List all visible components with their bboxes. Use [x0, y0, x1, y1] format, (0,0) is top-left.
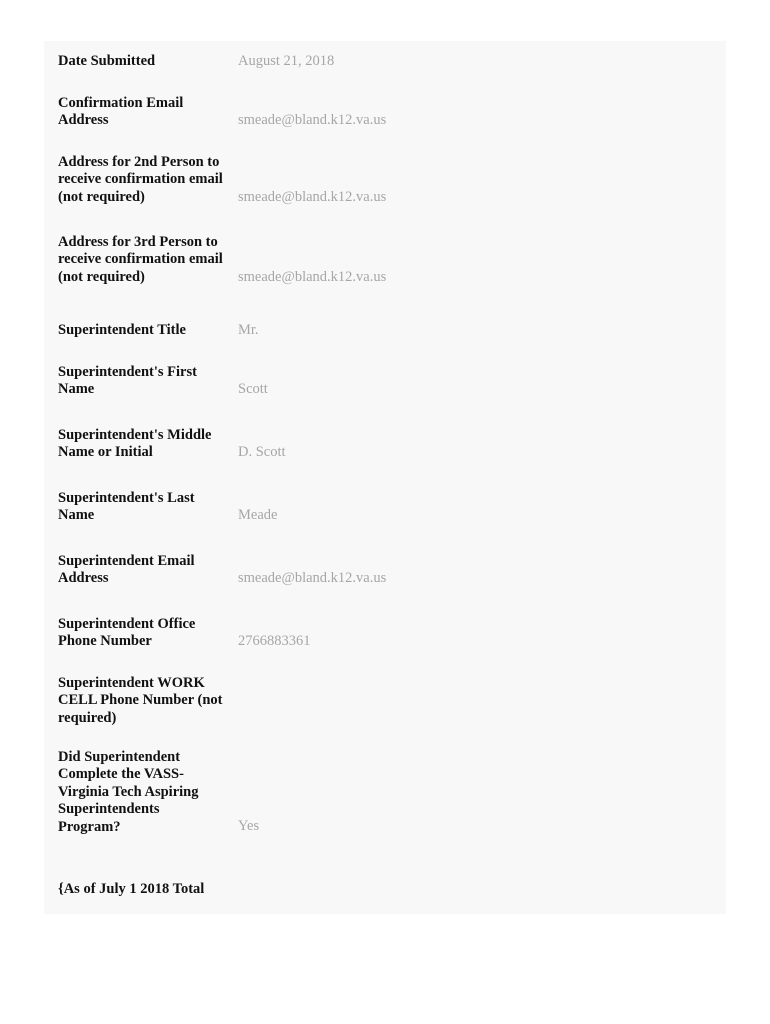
field-value: Scott [238, 381, 268, 397]
field-label: Confirmation Email Address [58, 95, 184, 129]
field-value: smeade@bland.k12.va.us [238, 570, 387, 586]
field-label: Superintendent Office Phone Number [58, 616, 196, 650]
field-label: Did Superintendent Complete the VASS-Virginia Tech Aspiring Superintendents Program? [58, 749, 199, 835]
field-label: Address for 3rd Person to receive confirmation email (not required) [58, 234, 223, 285]
field-value: Yes [238, 818, 260, 834]
field-label: {As of July 1 2018 Total [58, 881, 205, 897]
field-value: 2766883361 [238, 633, 311, 649]
field-value: D. Scott [238, 444, 286, 460]
field-label: Superintendent's Last Name [58, 490, 195, 524]
field-label: Superintendent Title [58, 322, 186, 338]
field-value: Mr. [238, 322, 259, 338]
field-label: Date Submitted [58, 53, 156, 69]
field-label: Address for 2nd Person to receive confirmation email (not required) [58, 154, 223, 205]
field-value: smeade@bland.k12.va.us [238, 269, 387, 285]
field-value: smeade@bland.k12.va.us [238, 189, 387, 205]
field-label: Superintendent WORK CELL Phone Number (not required) [58, 675, 223, 726]
field-label: Superintendent's First Name [58, 364, 197, 398]
field-label: Superintendent Email Address [58, 553, 195, 587]
field-value: Meade [238, 507, 278, 523]
field-label: Superintendent's Middle Name or Initial [58, 427, 212, 461]
field-value: August 21, 2018 [238, 53, 335, 69]
form-submission-panel [44, 41, 726, 914]
field-value: smeade@bland.k12.va.us [238, 112, 387, 128]
